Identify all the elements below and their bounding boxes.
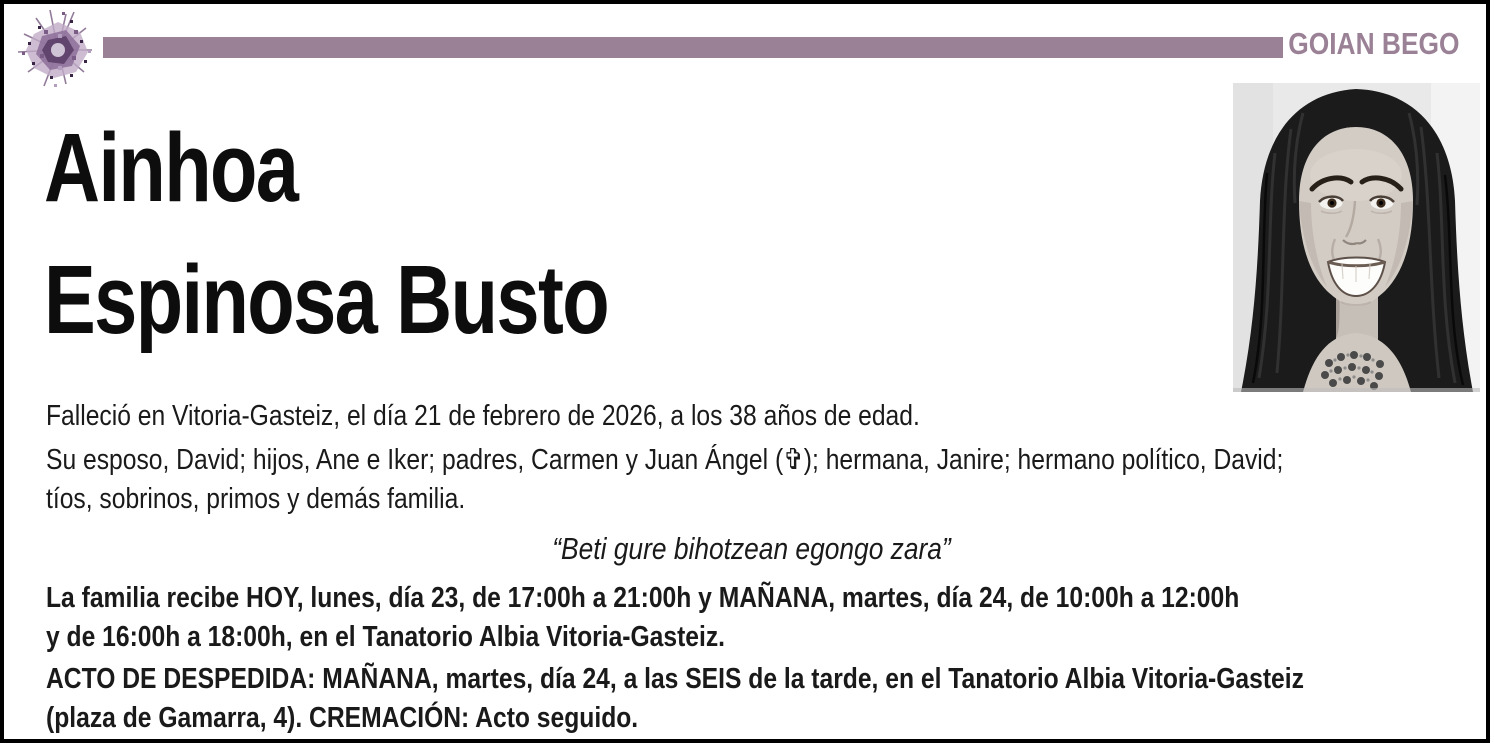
family-paragraph xyxy=(46,441,1457,519)
family-line-2: tíos, sobrinos, primos y demás familia. xyxy=(46,483,466,515)
farewell-ceremony-paragraph xyxy=(46,660,1457,738)
death-notice-line: Falleció en Vitoria-Gasteiz, el día 21 de febrero de 2026, a los 38 años de edad. xyxy=(46,400,920,432)
deceased-last-name: Espinosa Busto xyxy=(44,245,608,354)
deceased-name xyxy=(44,102,608,366)
deceased-first-name: Ainhoa xyxy=(44,113,298,222)
portrait-photo xyxy=(1233,83,1480,392)
flower-ornament-icon xyxy=(14,6,98,90)
wake-schedule-paragraph xyxy=(46,579,1457,657)
family-line-1: Su esposo, David; hijos, Ane e Iker; padres, Carmen y Juan Ángel (✞); hermana, Janire; hermano político, David; xyxy=(46,444,1284,476)
farewell-line-1: ACTO DE DESPEDIDA: MAÑANA, martes, día 24, a las SEIS de la tarde, en el Tanatorio Albia Vitoria-Gasteiz xyxy=(46,663,1304,695)
wake-line-2: y de 16:00h a 18:00h, en el Tanatorio Albia Vitoria-Gasteiz. xyxy=(46,621,726,653)
masthead-motto: GOIAN BEGO xyxy=(1288,26,1460,61)
memorial-quote: “Beti gure bihotzean egongo zara” xyxy=(552,531,951,566)
farewell-line-2: (plaza de Gamarra, 4). CREMACIÓN: Acto seguido. xyxy=(46,702,639,734)
masthead-accent-bar xyxy=(103,37,1283,58)
wake-line-1: La familia recibe HOY, lunes, día 23, de 17:00h a 21:00h y MAÑANA, martes, día 24, de 10:00h a 12:00h xyxy=(46,582,1240,614)
